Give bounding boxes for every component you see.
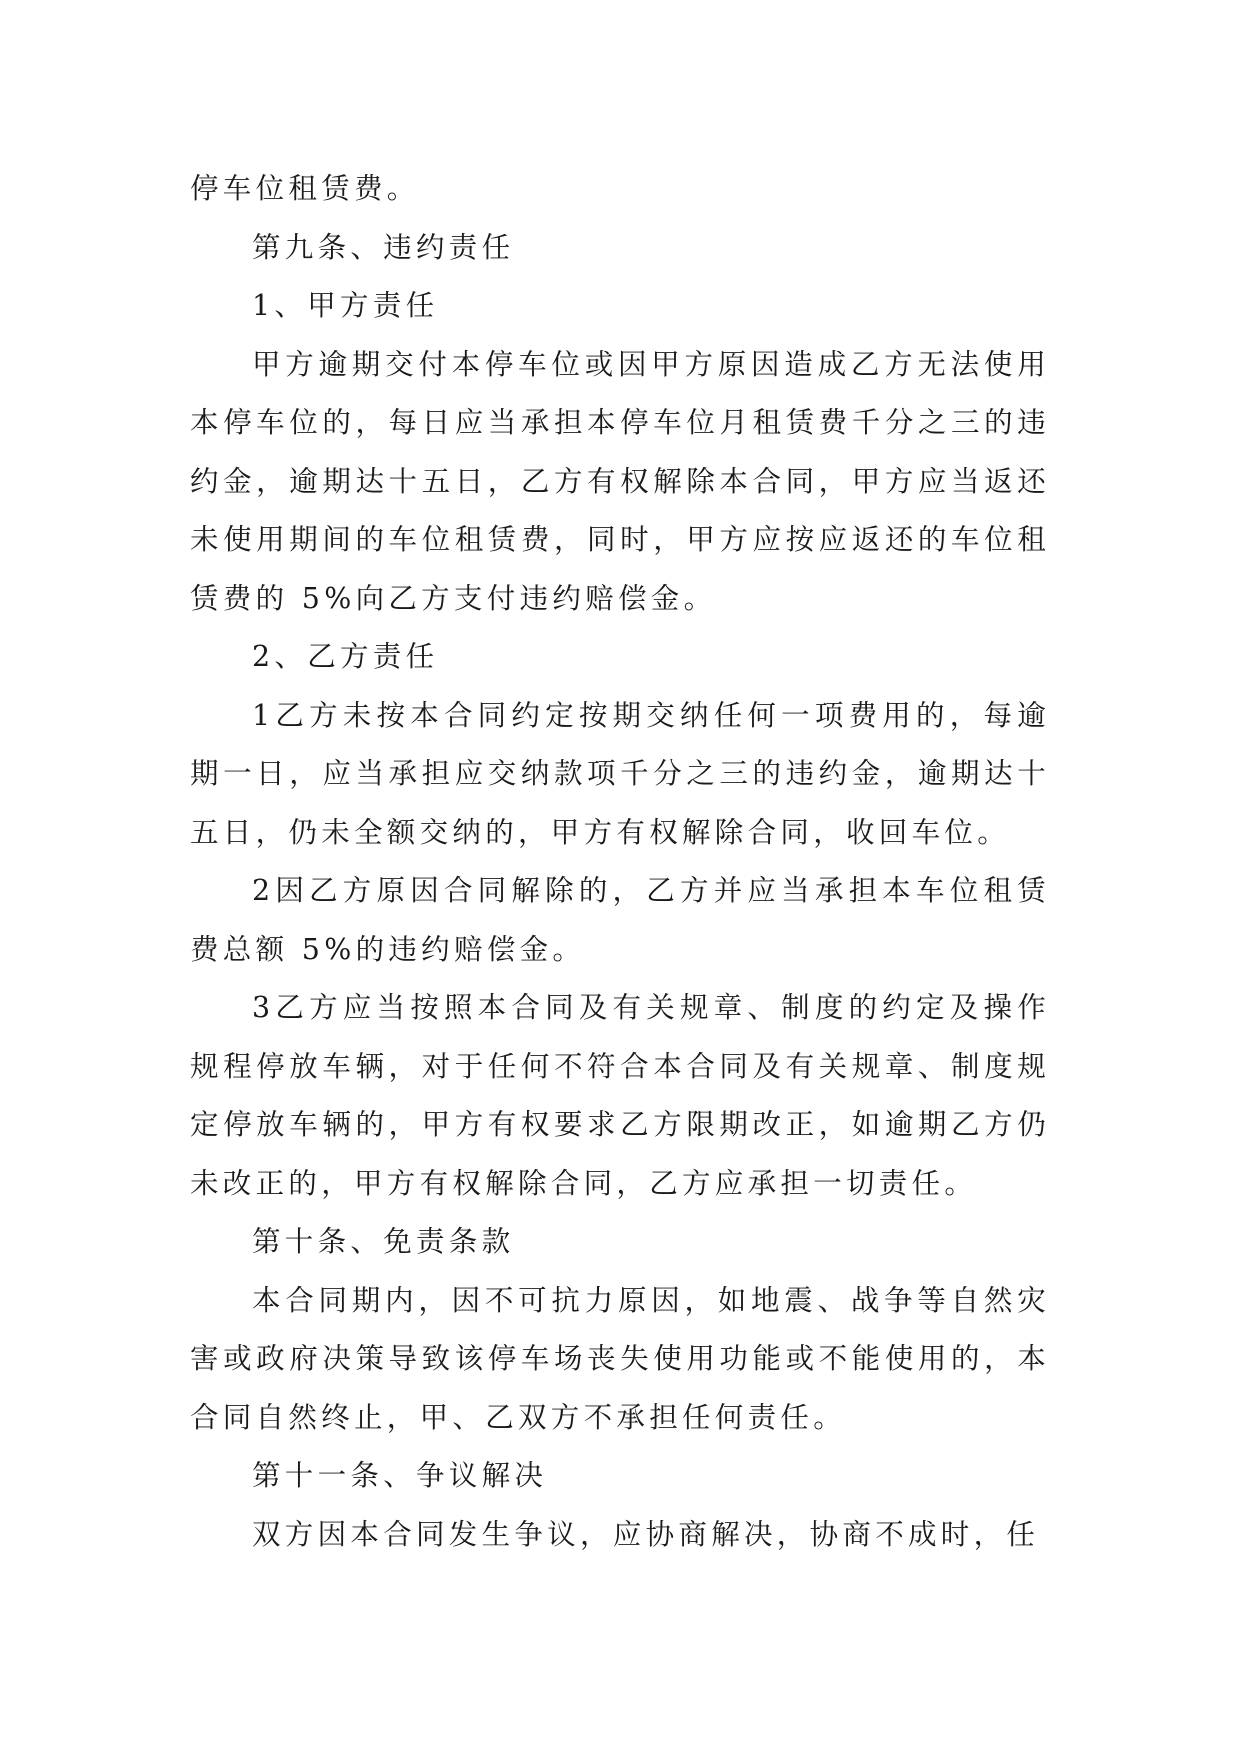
subheading-party-a-liability: 1、甲方责任: [252, 289, 439, 322]
paragraph-exemption: 本合同期内，因不可抗力原因，如地震、战争等自然灾害或政府决策导致该停车场丧失使用功能或不能使用的，本合同自然终止，甲、乙双方不承担任何责任。: [190, 1283, 1050, 1434]
heading-article-9: 第九条、违约责任: [252, 230, 515, 264]
paragraph-dispute-resolution: 双方因本合同发生争议，应协商解决，协商不成时，任: [252, 1517, 1040, 1551]
heading-article-11: 第十一条、争议解决: [252, 1459, 548, 1492]
paragraph-party-b-item-1: 1乙方未按本合同约定按期交纳任何一项费用的，每逾期一日，应当承担应交纳款项千分之三的违约金，逾期达十五日，仍未全额交纳的，甲方有权解除合同，收回车位。: [190, 698, 1050, 849]
paragraph-party-b-item-3: 3乙方应当按照本合同及有关规章、制度的约定及操作规程停放车辆，对于任何不符合本合同及有关规章、制度规定停放车辆的，甲方有权要求乙方限期改正，如逾期乙方仍未改正的，甲方有权解除合同，乙方应承担一切责任。: [190, 991, 1050, 1200]
paragraph-rent-fee-end: 停车位租赁费。: [190, 172, 420, 205]
heading-article-10: 第十条、免责条款: [252, 1225, 515, 1258]
document-body: [190, 160, 1050, 1564]
subheading-party-b-liability: 2、乙方责任: [252, 640, 439, 673]
paragraph-party-b-item-2: 2因乙方原因合同解除的，乙方并应当承担本车位租赁费总额 5%的违约赔偿金。: [190, 874, 1050, 966]
paragraph-party-a-liability: 甲方逾期交付本停车位或因甲方原因造成乙方无法使用本停车位的，每日应当承担本停车位月租赁费千分之三的违约金，逾期达十五日，乙方有权解除本合同，甲方应当返还未使用期间的车位租赁费，同时，甲方应按应返还的车位租赁费的 5%向乙方支付违约赔偿金。: [190, 347, 1050, 615]
